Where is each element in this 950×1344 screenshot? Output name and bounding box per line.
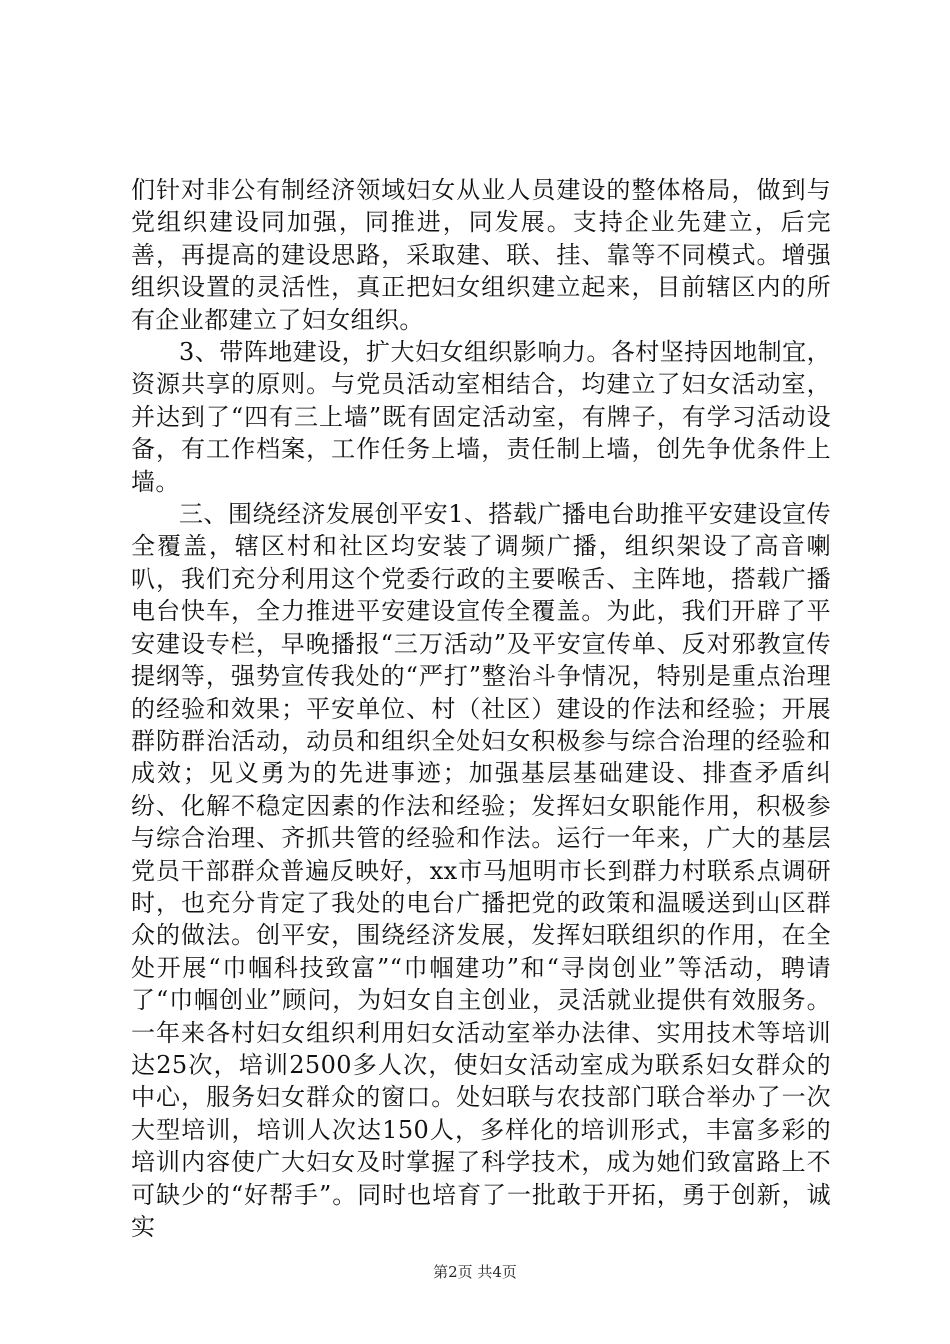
page-number-footer: 第2页 共4页	[433, 1263, 517, 1281]
paragraph-3-position-building: 3、带阵地建设，扩大妇女组织影响力。各村坚持因地制宜，资源共享的原则。与党员活动室相结合，均建立了妇女活动室，并达到了“四有三上墙”既有固定活动室，有牌子，有学习活动设备，有工作档案，工作任务上墙，责任制上墙，创先争优条件上墙。	[131, 338, 831, 496]
document-body	[131, 174, 831, 1243]
paragraph-section-3-safety: 三、围绕经济发展创平安1、搭载广播电台助推平安建设宣传全覆盖，辖区村和社区均安装了调频广播，组织架设了高音喇叭，我们充分利用这个党委行政的主要喉舌、主阵地，搭载广播电台快车，全力推进平安建设宣传全覆盖。为此，我们开辟了平安建设专栏，早晚播报“三万活动”及平安宣传单、反对邪教宣传提纲等，强势宣传我处的“严打”整治斗争情况，特别是重点治理的经验和效果；平安单位、村（社区）建设的作法和经验；开展群防群治活动，动员和组织全处妇女积极参与综合治理的经验和成效；见义勇为的先进事迹；加强基层基础建设、排查矛盾纠纷、化解不稳定因素的作法和经验；发挥妇女职能作用，积极参与综合治理、齐抓共管的经验和作法。运行一年来，广大的基层党员干部群众普遍反映好，xx市马旭明市长到群力村联系点调研时，也充分肯定了我处的电台广播把党的政策和温暖送到山区群众的做法。创平安，围绕经济发展，发挥妇联组织的作用，在全处开展“巾帼科技致富”“巾帼建功”和“寻岗创业”等活动，聘请了“巾帼创业”顾问，为妇女自主创业，灵活就业提供有效服务。一年来各村妇女组织利用妇女活动室举办法律、实用技术等培训达25次，培训2500多人次，使妇女活动室成为联系妇女群众的中心，服务妇女群众的窗口。处妇联与农技部门联合举办了一次大型培训，培训人次达150人，多样化的培训形式，丰富多彩的培训内容使广大妇女及时掌握了科学技术，成为她们致富路上不可缺少的“好帮手”。同时也培育了一批敢于开拓，勇于创新，诚实	[131, 500, 831, 1241]
paragraph-continuation: 们针对非公有制经济领域妇女从业人员建设的整体格局，做到与党组织建设同加强，同推进，同发展。支持企业先建立，后完善，再提高的建设思路，采取建、联、挂、靠等不同模式。增强组织设置的灵活性，真正把妇女组织建立起来，目前辖区内的所有企业都建立了妇女组织。	[131, 176, 831, 334]
